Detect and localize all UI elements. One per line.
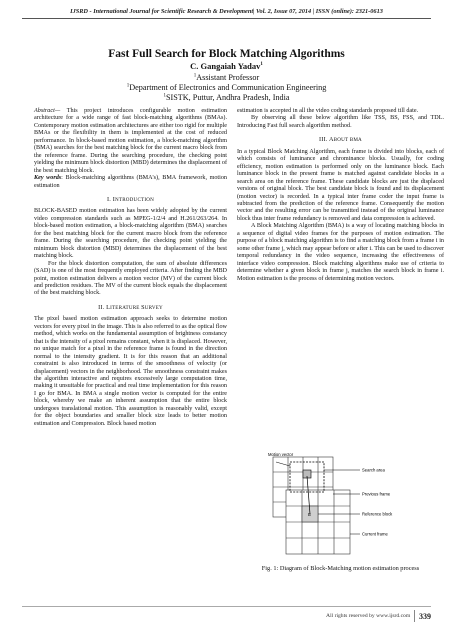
keywords-label: Key words <box>34 175 62 182</box>
left-column <box>34 108 227 428</box>
label-previous-frame: Previous frame <box>362 491 391 497</box>
abstract-text: This project introduces configurable motion estimation architecture for a wide range of fast block-matching algorithms (BMAs). Contemporary motion estimation architectures are either too rigid for multiple BMAs or the flexibility in them is implemented at the cost of reduced performance. In block-based motion estimation, a block-matching algorithm (BMA) searches for the best matching block for the current macro block from the reference frame. During the searching procedure, the checking point yielding the minimum block distortion (MBD) determines the displacement of the best matching block. <box>34 108 227 174</box>
footer-rule <box>22 606 431 607</box>
author-sup: 1 <box>260 62 263 68</box>
right-paragraph-1: By observing all these below algorithm like TSS, BS, FSS, and TDL. Introducing Fast full search algorithm method. <box>237 115 444 129</box>
section-heading-about-bma: III. ABOUT BMA <box>319 136 362 144</box>
author <box>0 61 453 71</box>
section-heading-literature: II. LITERATURE SURVEY <box>98 303 163 311</box>
abstract-label: Abstract— <box>34 108 61 114</box>
affiliation-department <box>0 83 453 92</box>
intro-paragraph-2: For the block distortion computation, the sum of absolute differences (SAD) is one of the most frequently employed criteria. After finding the MBD point, motion estimation delivers a motion vector (MV) of the current block and prediction residues. The MV of the current block equals the displacement of the best matching block. <box>34 260 227 297</box>
affiliation-title <box>0 73 453 82</box>
affiliation-dept-text: Department of Electronics and Communication Engineering <box>129 83 327 92</box>
bma-paragraph-2: A Block Matching Algorithm (BMA) is a way of locating matching blocks in a sequence of digital video frames for the purposes of motion estimation. The purpose of a block matching algorithm is to find a matching block from a frame i in some other frame j, which may appear before or after i. This can be used to discover temporal redundancy in the video sequence, increasing the effectiveness of interface video compression. Block matching algorithms make use of criteria to determine whether a given block in frame j, matches the search block in frame i. Motion estimation is the process of determining motion vectors. <box>237 223 444 282</box>
paper-title: Fast Full Search for Block Matching Algorithms <box>108 48 345 60</box>
block-matching-diagram <box>268 452 418 560</box>
aff2-sup: 1 <box>126 83 130 89</box>
abstract <box>34 108 227 175</box>
right-paragraph-0: estimation is accepted in all the video coding standards proposed till date. <box>237 108 419 114</box>
author-name: C. Gangaiah Yadav <box>190 61 261 71</box>
aff1-sup: 1 <box>193 73 197 79</box>
label-motion-vector: Motion vector <box>268 452 294 457</box>
right-column <box>237 108 444 283</box>
bma-paragraph-1: In a typical Block Matching Algorithm, each frame is divided into blocks, each of which consists of luminance and chrominance blocks. Usually, for coding efficiency, motion estimation is performed only on the luminance block. Each luminance block in the present frame is matched against candidate blocks in a search area on the reference frame. These candidate blocks are just the displaced versions of original block. The best candidate block is found and its displacement (motion vector) is recorded. In a typical inter frame coder the input frame is subtracted from the prediction of the reference frame. Consequently the motion vector and the resulting error can be transmitted instead of the original luminance block thus inter frame redundancy is removed and data compression is achieved. <box>237 148 444 222</box>
figure-caption: Fig. 1: Diagram of Block-Matching motion estimation process <box>261 565 420 572</box>
aff3-sup: 1 <box>163 93 166 99</box>
affiliation-inst-text: SISTK, Puttur, Andhra Pradesh, India <box>165 93 290 102</box>
keywords-text: : Block-matching algorithms (BMA's), BMA framework, motion estimation <box>34 175 227 189</box>
footer-text: All rights reserved by www.ijsrd.com <box>326 613 411 619</box>
label-reference-block: Reference block <box>362 511 393 517</box>
keywords <box>34 175 227 190</box>
affiliation-role: Assistant Professor <box>196 73 260 82</box>
affiliation-institute <box>0 93 453 102</box>
page-number: 339 <box>419 611 431 621</box>
header-rule <box>22 18 431 19</box>
journal-header: IJSRD - International Journal for Scientific Research & Development| Vol. 2, Issue 07, 2014 | ISSN (online): 2321-0613 <box>70 8 383 15</box>
section-heading-introduction: I. INTRODUCTION <box>106 195 155 203</box>
label-b: B <box>308 512 311 517</box>
label-search-area: Search area <box>362 467 385 473</box>
label-current-frame: Current frame <box>362 531 388 537</box>
literature-paragraph: The pixel based motion estimation approach seeks to determine motion vectors for every pixel in the image. This is also referred to as the optical flow method, which works on the fundamental assumption of brightness constancy that is the intensity of a pixel remains constant, when it is displaced. However, no unique match for a pixel in the reference frame is found in the direction normal to the intensity gradient. It is for this reason that an additional constraint is also introduced in terms of the smoothness of velocity (or displacement) vectors in the neighborhood. The smoothness constraint makes the algorithm interactive and requires excessively large computation time, making it unsuitable for practical and real time implementation for this reason I go for BMA. In BMA a single motion vector is computed for the entire block, whereby we make an inherent assumption that the entire block undergoes translational motion. This assumption is reasonably valid, except for the object boundaries and smaller block size leads to better motion estimation and Compression. Block based motion <box>34 316 227 427</box>
page-footer <box>326 610 431 622</box>
intro-paragraph-1: BLOCK-BASED motion estimation has been widely adopted by the current video compression standards such as MPEG-1/2/4 and H.261/263/264. In block-based motion estimation, a block-matching algorithm (BMA) searches for the best matching block for the current macro block from the reference frame. During the searching procedure, the checking point yielding the minimum block distortion (MBD) determines the displacement of the best matching block. <box>34 208 227 260</box>
footer-separator <box>414 610 415 622</box>
